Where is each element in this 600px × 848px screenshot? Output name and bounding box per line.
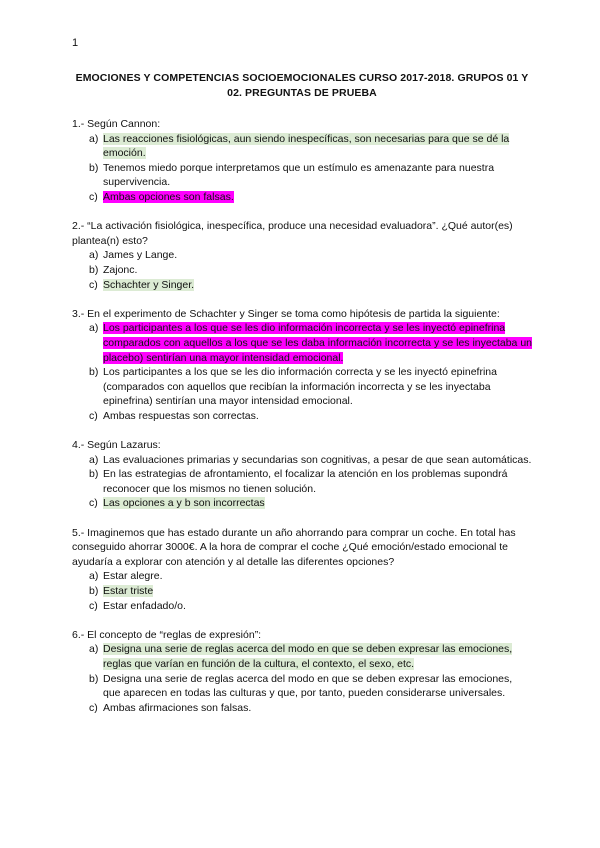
option-letter: b) [89, 585, 99, 597]
answer-option [72, 672, 532, 701]
option-letter: c) [89, 409, 98, 422]
answer-option [72, 453, 532, 468]
answer-options [72, 132, 532, 205]
option-letter: c) [89, 190, 98, 203]
answer-option [72, 496, 532, 511]
option-letter: b) [89, 672, 99, 685]
option-text: Ambas respuestas son correctas. [103, 409, 259, 422]
answer-option [72, 701, 532, 716]
option-letter: a) [89, 570, 99, 583]
option-text: Las evaluaciones primarias y secundarias son cognitivas, a pesar de que sean automáticas. [103, 453, 532, 466]
option-letter: a) [89, 643, 99, 656]
option-text: Las reacciones fisiológicas, aun siendo inespecíficas, son necesarias para que se dé la emoción. [103, 132, 510, 160]
question-text: 5.- Imaginemos que has estado durante un año ahorrando para comprar un coche. En total has conseguido ahorrar 3000€. A la hora de comprar el coche ¿Qué emoción/estado emocional te ayudaría a explorar con atención y al detalle las diferentes opciones? [72, 526, 516, 568]
option-letter: b) [89, 468, 99, 481]
option-letter: c) [89, 701, 98, 714]
answer-options [72, 642, 532, 715]
answer-option [72, 365, 532, 409]
option-text: Estar triste [103, 585, 154, 597]
answer-option [72, 278, 532, 293]
option-text: Los participantes a los que se les dio información correcta y se les inyectó epinefrina (comparados con aquellos que recibían la información incorrecta y se les inyectaba epinefrina) sentirían una mayor intensidad emocional. [103, 366, 497, 408]
option-letter: c) [89, 278, 98, 291]
question-1 [72, 117, 532, 205]
option-text: Tenemos miedo porque interpretamos que un estímulo es amenazante para nuestra supervivencia. [103, 161, 495, 189]
answer-option [72, 190, 532, 205]
answer-options [72, 569, 532, 613]
option-text: Zajonc. [103, 263, 138, 276]
option-letter: b) [89, 263, 99, 276]
question-text: 6.- El concepto de “reglas de expresión”: [72, 628, 262, 641]
option-letter: a) [89, 322, 99, 335]
answer-option [72, 321, 532, 365]
answer-option [72, 132, 532, 161]
question-4 [72, 438, 532, 511]
option-text: Designa una serie de reglas acerca del modo en que se deben expresar las emociones, que aparecen en todas las culturas y que, por tanto, pueden considerarse universales. [103, 672, 513, 700]
option-letter: b) [89, 366, 99, 379]
option-text: Estar enfadado/o. [103, 599, 186, 612]
question-6 [72, 628, 532, 716]
option-text: Los participantes a los que se les dio información incorrecta y se les inyectó epinefrina comparados con aquellos a los que se les daba información incorrecta y se les inyectaba un placebo) sentirían una mayor intensidad emocional. [103, 322, 532, 364]
answer-option [72, 248, 532, 263]
answer-option [72, 161, 532, 190]
question-5 [72, 526, 532, 614]
option-letter: a) [89, 453, 99, 466]
answer-option [72, 584, 532, 599]
question-text: 2.- “La activación fisiológica, inespecífica, produce una necesidad evaluadora”. ¿Qué autor(es) plantea(n) esto? [72, 220, 513, 247]
question-text: 1.- Según Cannon: [72, 118, 161, 130]
answer-option [72, 599, 532, 614]
question-text: 3.- En el experimento de Schachter y Singer se toma como hipótesis de partida la siguiente: [72, 307, 500, 320]
answer-option [72, 642, 532, 671]
answer-option [72, 569, 532, 584]
option-letter: c) [89, 599, 98, 612]
option-text: Ambas opciones son falsas. [103, 190, 234, 203]
page-number: 1 [72, 37, 79, 49]
answer-options [72, 248, 532, 292]
option-text: Ambas afirmaciones son falsas. [103, 701, 252, 714]
option-text: Designa una serie de reglas acerca del modo en que se deben expresar las emociones, reglas que varían en función de la cultura, el contexto, el sexo, etc. [103, 643, 513, 670]
option-letter: b) [89, 161, 99, 174]
option-text: Schachter y Singer. [103, 278, 195, 291]
answer-option [72, 467, 532, 496]
option-text: Estar alegre. [103, 570, 163, 583]
answer-options [72, 453, 532, 511]
option-letter: a) [89, 249, 99, 262]
question-2 [72, 219, 532, 292]
answer-options [72, 321, 532, 423]
question-text: 4.- Según Lazarus: [72, 439, 161, 452]
document-title: EMOCIONES Y COMPETENCIAS SOCIOEMOCIONALES CURSO 2017-2018. GRUPOS 01 Y 02. PREGUNTAS DE PRUEBA [75, 72, 529, 99]
option-text: Las opciones a y b son incorrectas [103, 497, 265, 510]
answer-option [72, 409, 532, 424]
option-text: En las estrategias de afrontamiento, el focalizar la atención en los problemas supondrá reconocer que los mismos no tienen solución. [103, 468, 508, 495]
question-list [72, 117, 532, 730]
option-text: James y Lange. [103, 249, 178, 262]
option-letter: c) [89, 497, 98, 510]
answer-option [72, 263, 532, 278]
question-3 [72, 307, 532, 424]
option-letter: a) [89, 132, 99, 145]
